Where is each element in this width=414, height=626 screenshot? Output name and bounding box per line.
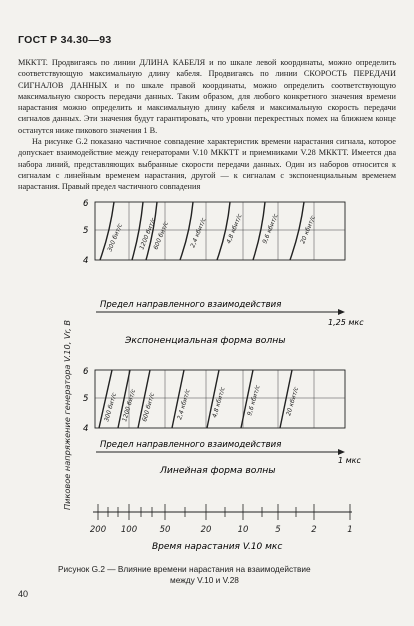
top-grid (129, 202, 314, 260)
figure-caption (58, 564, 378, 586)
top-curve-label-2400: 2,4 кбит/с (189, 216, 208, 249)
x-tick-5: 5 (275, 525, 281, 535)
bottom-panel (83, 367, 362, 476)
x-tick-100: 100 (120, 525, 138, 535)
top-limit-label: Предел направленного взаимодействия (100, 300, 282, 310)
x-tick-2: 2 (311, 525, 317, 535)
x-tick-200: 200 (89, 525, 107, 535)
top-ytick-4: 4 (83, 256, 89, 266)
top-curve-label-4800: 4,8 кбит/с (225, 212, 244, 245)
bottom-ytick-6: 6 (83, 367, 89, 377)
bottom-curve-label-1200: 1200 бит/с (121, 388, 138, 423)
caption-line-1: Рисунок G.2 — Влияние времени нарастания на взаимодействие (58, 564, 311, 574)
bottom-curve-label-4800: 4,8 кбит/с (211, 386, 227, 419)
bottom-limit-label: Предел направленного взаимодействия (100, 440, 282, 450)
top-panel (83, 199, 364, 346)
y-axis-label: Пиковое напряжение генератора V.10, Vr, В (62, 320, 72, 510)
top-curve-label-1200: 1200 бит/с (138, 216, 158, 251)
paragraph-2: На рисунке G.2 показано частичное совпадение характеристик времени нарастания сигнала, которое допускает взаимодействие между генераторами V.10 МККТТ и приемниками V.28 МККТТ. Имеется два набора линий, представляющих выбранные скорости передачи данных. Один из наборов относится к сигналам с линейным временем нарастания, другой — к сигналам с экспоненциальным временем нарастания. Правый предел частичного совпадения (18, 137, 396, 192)
x-tick-50: 50 (159, 525, 171, 535)
bottom-curve-label-600: 600 бит/с (141, 391, 157, 423)
document-header: ГОСТ Р 34.30—93 (18, 34, 112, 46)
top-limit-value: 1,25 мкс (328, 318, 364, 327)
x-tick-1: 1 (347, 525, 353, 535)
top-panel-title: Экспоненциальная форма волны (125, 335, 286, 346)
x-axis-label: Время нарастания V.10 мкс (152, 542, 283, 552)
bottom-ytick-4: 4 (83, 424, 89, 434)
top-curve-label-300: 300 бит/с (106, 222, 125, 253)
top-ytick-6: 6 (83, 199, 89, 209)
caption-line-2: между V.10 и V.28 (170, 575, 239, 585)
top-curve-label-600: 600 бит/с (152, 220, 171, 251)
paragraph-1: МККТТ. Продвигаясь по линии ДЛИНА КАБЕЛЯ и по шкале левой координаты, можно определить соответствующую максимальную длину кабеля. Продвигаясь по линии СКОРОСТЬ ПЕРЕДАЧИ СИГНАЛОВ ДАННЫХ и по шкале правой координаты, можно определить соответствующую максимальную скорость передачи данных. Таким образом, для любого конкретного значения времени нарастания можно определить и максимальную длину кабеля и максимальную скорость передачи сигналов данных. Эти значения будут гарантировать, что уровни перекрестных помех на ближнем конце останутся ниже пикового значения 1 В. (18, 58, 396, 135)
bottom-curve-label-9600: 9,6 кбит/с (246, 384, 262, 417)
bottom-limit-value: 1 мкс (338, 456, 361, 465)
x-scale (90, 504, 353, 552)
x-tick-20: 20 (200, 525, 212, 535)
top-curve-label-9600: 9,6 кбит/с (261, 212, 280, 245)
bottom-panel-title: Линейная форма волны (160, 465, 276, 476)
bottom-curve-label-300: 300 бит/с (103, 391, 119, 423)
bottom-curve-label-2400: 2,4 кбит/с (176, 388, 192, 421)
x-tick-10: 10 (237, 525, 249, 535)
bottom-curve-label-20k: 20 кбит/с (285, 386, 301, 417)
page-number: 40 (18, 589, 29, 599)
bottom-ytick-5: 5 (83, 394, 89, 404)
top-ytick-5: 5 (83, 226, 89, 236)
top-curve-label-20k: 20 кбит/с (299, 214, 317, 245)
